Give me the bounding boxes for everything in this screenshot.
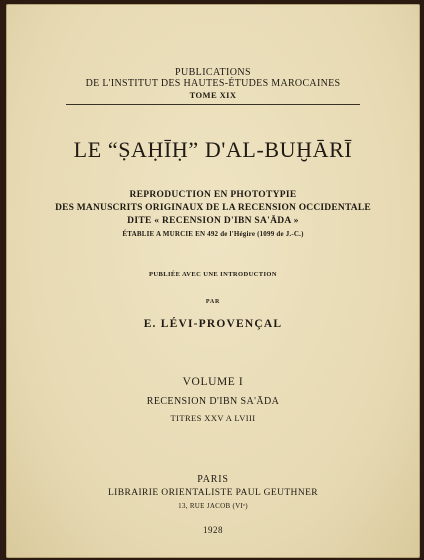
series-line-2: DE L'INSTITUT DES HAUTES-ÉTUDES MAROCAINES (85, 78, 341, 89)
subtitle-line-3: DITE « RECENSION D'IBN SA'ĀDA » (127, 216, 299, 226)
author-name: E. LÉVI-PROVENÇAL (143, 318, 283, 330)
imprint-publisher: LIBRAIRIE ORIENTALISTE PAUL GEUTHNER (107, 488, 319, 498)
recension-label: RECENSION D'IBN SA'ĀDA (146, 396, 280, 407)
book-cover (6, 4, 420, 558)
titres-range: TITRES XXV A LVIII (170, 413, 256, 423)
imprint-address: 13, RUE JACOB (VIᵉ) (178, 502, 248, 510)
book-title: LE “ṢAḤĪḤ” D'AL-BUḪĀRĪ (73, 137, 353, 162)
subtitle-line-2: DES MANUSCRITS ORIGINAUX DE LA RECENSION OCCIDENTALE (55, 203, 371, 213)
series-line-1: PUBLICATIONS (175, 67, 251, 78)
tome-number: TOME XIX (189, 90, 237, 100)
by-label: PAR (205, 299, 221, 305)
divider-rule (66, 104, 360, 105)
imprint-year: 1928 (203, 525, 223, 535)
subtitle-line-1: REPRODUCTION EN PHOTOTYPIE (129, 190, 297, 200)
volume-label: VOLUME I (182, 376, 244, 388)
introduction-note: PUBLIÉE AVEC UNE INTRODUCTION (149, 271, 277, 278)
subtitle-line-4: ÉTABLIE A MURCIE EN 492 de l'Hégire (1099 de J.-C.) (122, 230, 304, 238)
imprint-city: PARIS (197, 474, 229, 485)
